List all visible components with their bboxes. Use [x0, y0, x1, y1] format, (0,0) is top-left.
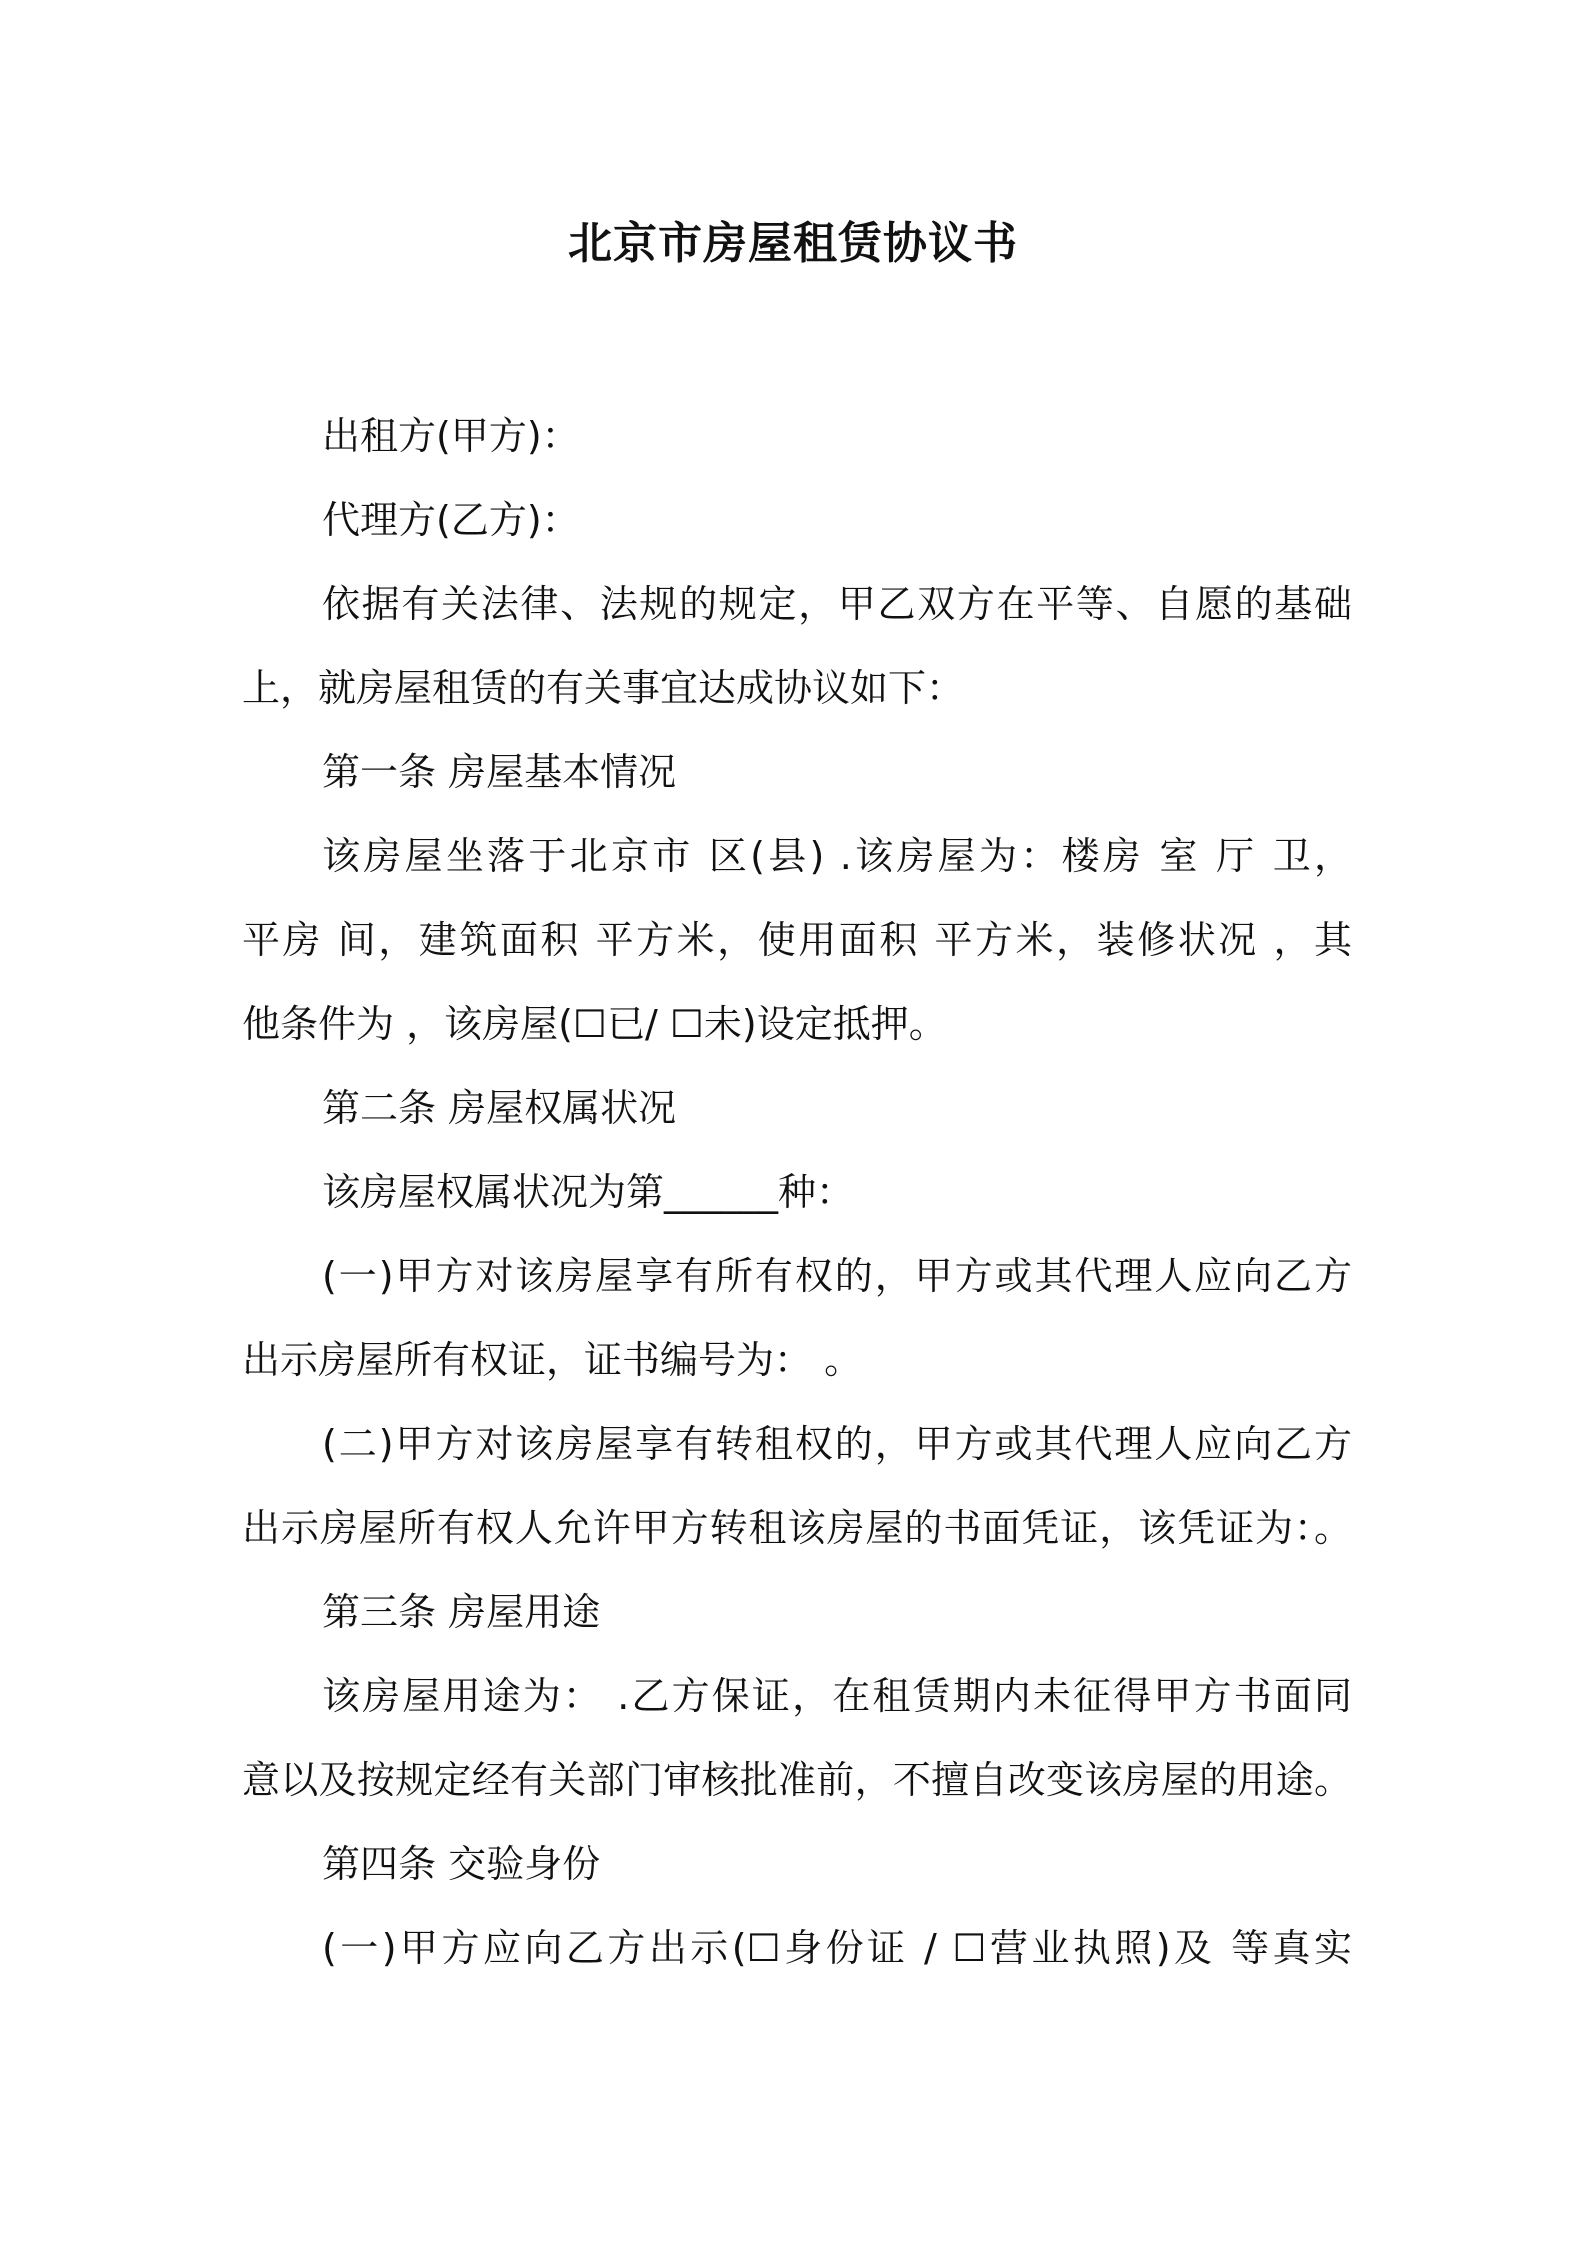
preamble-line-2: 上，就房屋租赁的有关事宜达成协议如下：	[242, 666, 965, 710]
article-3-heading: 第三条 房屋用途	[322, 1590, 601, 1634]
article-2-item-1-line-2: 出示房屋所有权证，证书编号为： 。	[242, 1338, 863, 1382]
article-4-item-1-line-1: (一)甲方应向乙方出示(☐身份证 / ☐营业执照)及 等真实	[322, 1926, 1352, 1970]
article-1-heading: 第一条 房屋基本情况	[322, 750, 677, 794]
article-1-text-line-2: 平房 间，建筑面积 平方米，使用面积 平方米，装修状况 ，其	[242, 918, 1352, 962]
article-1-text-line-1: 该房屋坐落于北京市 区(县) .该房屋为：楼房 室 厅 卫，	[322, 834, 1352, 878]
article-3-text-line-1: 该房屋用途为： .乙方保证，在租赁期内未征得甲方书面同	[322, 1674, 1352, 1718]
article-2-item-2-line-2: 出示房屋所有权人允许甲方转租该房屋的书面凭证，该凭证为：。	[242, 1506, 1352, 1550]
preamble-line-1: 依据有关法律、法规的规定，甲乙双方在平等、自愿的基础	[322, 582, 1352, 626]
article-1-text-line-3: 他条件为 ，该房屋(☐已/ ☐未)设定抵押。	[242, 1002, 947, 1046]
article-4-heading: 第四条 交验身份	[322, 1842, 601, 1886]
document-title: 北京市房屋租赁协议书	[568, 218, 1018, 269]
article-2-intro: 该房屋权属状况为第______种：	[322, 1170, 855, 1214]
lessor-line: 出租方(甲方)：	[322, 414, 580, 458]
article-2-heading: 第二条 房屋权属状况	[322, 1086, 677, 1130]
article-2-item-2-line-1: (二)甲方对该房屋享有转租权的，甲方或其代理人应向乙方	[322, 1422, 1352, 1466]
agent-line: 代理方(乙方)：	[322, 498, 580, 542]
article-3-text-line-2: 意以及按规定经有关部门审核批准前，不擅自改变该房屋的用途。	[242, 1758, 1352, 1802]
article-2-item-1-line-1: (一)甲方对该房屋享有所有权的，甲方或其代理人应向乙方	[322, 1254, 1352, 1298]
